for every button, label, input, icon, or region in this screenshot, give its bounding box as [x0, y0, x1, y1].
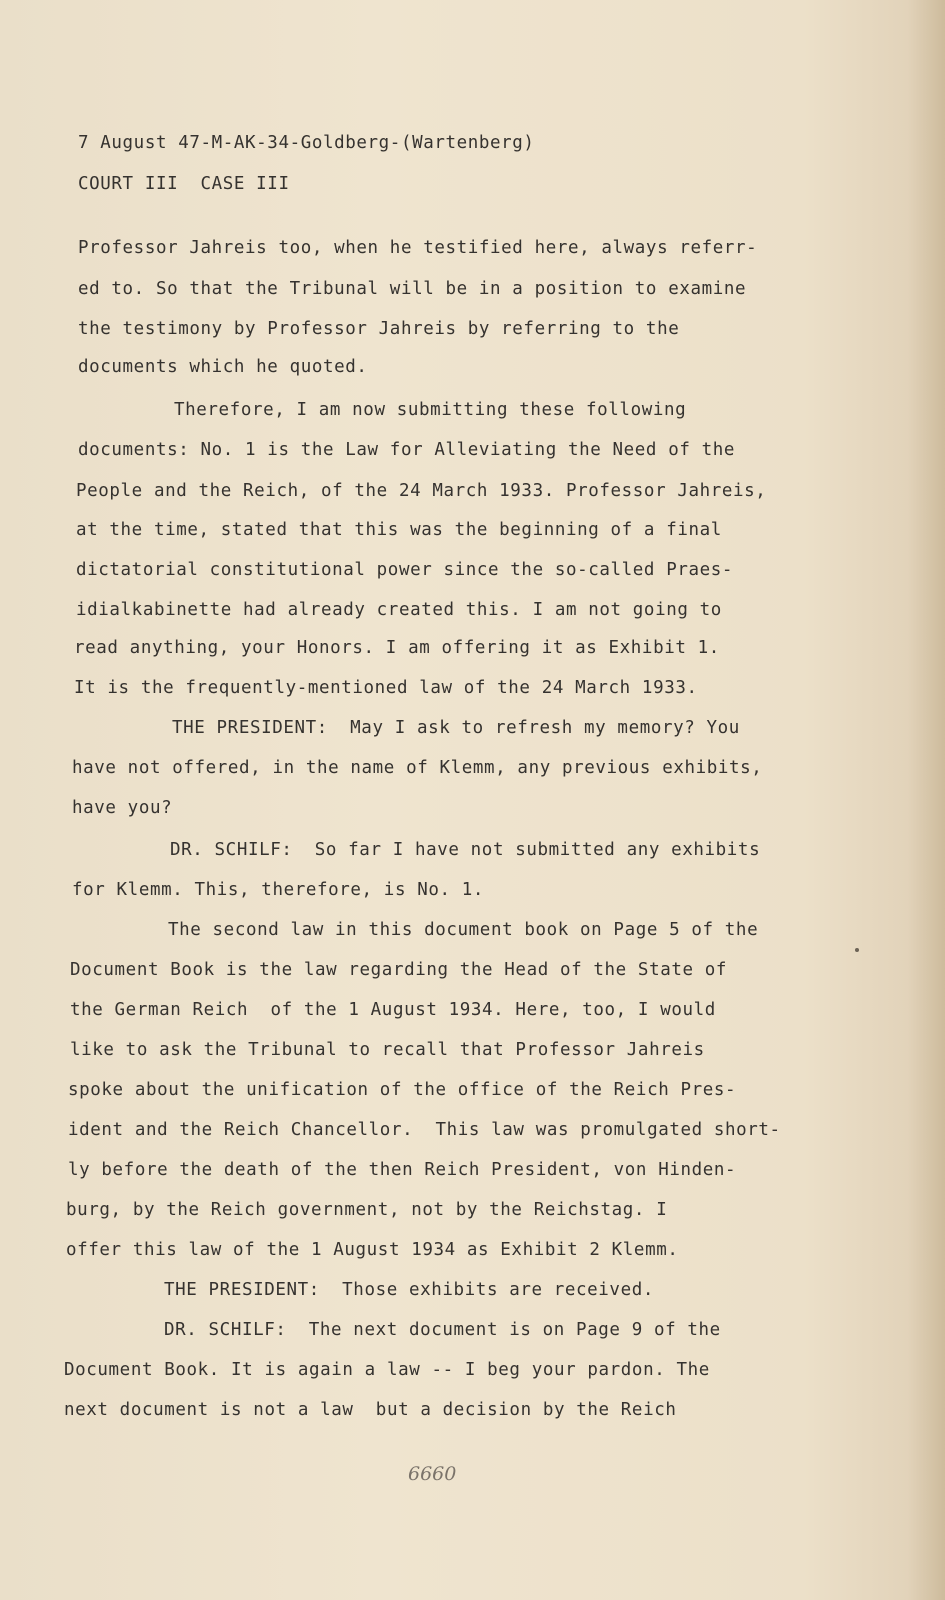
- body-line: ident and the Reich Chancellor. This law was promulgated short-: [68, 1120, 781, 1140]
- body-line: like to ask the Tribunal to recall that Professor Jahreis: [70, 1040, 705, 1060]
- body-line: at the time, stated that this was the beginning of a final: [76, 520, 722, 540]
- body-line: have you?: [72, 798, 173, 818]
- header-line-1: 7 August 47-M-AK-34-Goldberg-(Wartenberg): [78, 133, 535, 153]
- body-line: Document Book. It is again a law -- I beg your pardon. The: [64, 1360, 710, 1380]
- body-line: It is the frequently-mentioned law of the 24 March 1933.: [74, 678, 698, 698]
- body-line: the German Reich of the 1 August 1934. Here, too, I would: [70, 1000, 716, 1020]
- body-line: The second law in this document book on Page 5 of the: [168, 920, 759, 940]
- body-line: ly before the death of the then Reich President, von Hinden-: [68, 1160, 737, 1180]
- body-line: idialkabinette had already created this. I am not going to: [76, 600, 722, 620]
- body-line: THE PRESIDENT: Those exhibits are received.: [164, 1280, 654, 1300]
- body-line: have not offered, in the name of Klemm, any previous exhibits,: [72, 758, 763, 778]
- body-line: next document is not a law but a decision by the Reich: [64, 1400, 677, 1420]
- body-line: ed to. So that the Tribunal will be in a position to examine: [78, 279, 747, 299]
- body-line: THE PRESIDENT: May I ask to refresh my memory? You: [172, 718, 740, 738]
- body-line: documents which he quoted.: [78, 357, 368, 377]
- page-number: 6660: [408, 1463, 457, 1485]
- body-line: Therefore, I am now submitting these following: [174, 400, 687, 420]
- body-line: People and the Reich, of the 24 March 1933. Professor Jahreis,: [76, 481, 767, 501]
- header-line-2: COURT III CASE III: [78, 174, 290, 194]
- body-line: burg, by the Reich government, not by the Reichstag. I: [66, 1200, 668, 1220]
- body-line: offer this law of the 1 August 1934 as Exhibit 2 Klemm.: [66, 1240, 679, 1260]
- body-line: spoke about the unification of the office of the Reich Pres-: [68, 1080, 737, 1100]
- paper-speck: [855, 948, 859, 952]
- body-line: the testimony by Professor Jahreis by referring to the: [78, 319, 680, 339]
- body-line: for Klemm. This, therefore, is No. 1.: [72, 880, 485, 900]
- body-line: dictatorial constitutional power since the so-called Praes-: [76, 560, 734, 580]
- body-line: Document Book is the law regarding the Head of the State of: [70, 960, 728, 980]
- body-line: documents: No. 1 is the Law for Alleviating the Need of the: [78, 440, 736, 460]
- body-line: read anything, your Honors. I am offering it as Exhibit 1.: [74, 638, 720, 658]
- body-line: DR. SCHILF: The next document is on Page 9 of the: [164, 1320, 721, 1340]
- body-line: DR. SCHILF: So far I have not submitted any exhibits: [170, 840, 761, 860]
- body-line: Professor Jahreis too, when he testified here, always referr-: [78, 238, 758, 258]
